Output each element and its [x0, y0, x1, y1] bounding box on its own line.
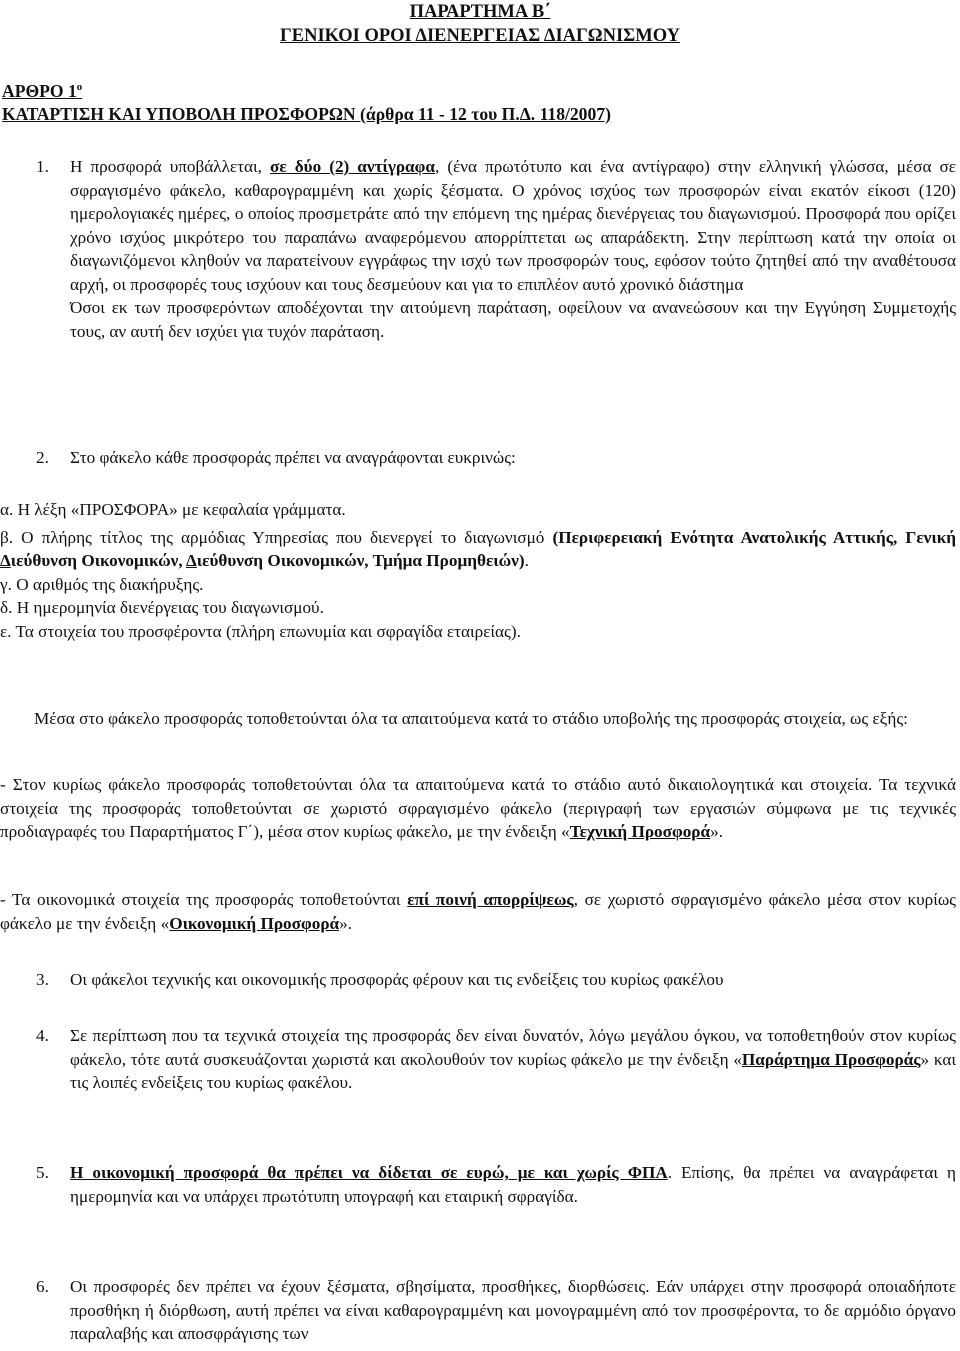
list-item-text: Σε περίπτωση που τα τεχνικά στοιχεία της προσφοράς δεν είναι δυνατόν, λόγω μεγάλου όγκου, να τοποθετηθούν στον κυρίως φάκελο, τότε αυτά συσκευάζονται χωριστά και ακολουθούν τον κυρίως φάκελο με την ένδειξη «Παράρτημα Προσφοράς» και τις λοιπές ενδείξεις του κυρίως φακέλου.	[70, 1026, 956, 1092]
marking-epsilon: ε. Τα στοιχεία του προσφέροντα (πλήρη επωνυμία και σφραγίδα εταιρείας).	[0, 621, 521, 641]
list-number: 6.	[36, 1277, 49, 1296]
technical-offer-paragraph: - Στον κυρίως φάκελο προσφοράς τοποθετούνται όλα τα απαιτούμενα κατά το στάδιο αυτό δικαιολογητικά και στοιχεία. Τα τεχνικά στοιχεία της προσφοράς τοποθετούνται σε χωριστό σφραγισμένο φάκελο (περιγραφή των εργασιών σύμφωνα με τις τεχνικές προδιαγραφές του Παραρτήματος Γ΄), μέσα στον κυρίως φάκελο, με την ένδειξη «Τεχνική Προσφορά».	[0, 775, 956, 841]
list-item-3	[0, 968, 960, 992]
envelope-markings-list	[0, 498, 960, 643]
list-item-text: Η οικονομική προσφορά θα πρέπει να δίδεται σε ευρώ, με και χωρίς ΦΠΑ. Επίσης, θα πρέπει να αναγράφεται η ημερομηνία και να υπάρχει πρωτότυπη υπογραφή και εταιρική σφραγίδα.	[70, 1163, 956, 1206]
marking-beta: β. Ο πλήρης τίτλος της αρμόδιας Υπηρεσίας που διενεργεί το διαγωνισμό (Περιφερειακή Ενότητα Ανατολικής Αττικής, Γενική Διεύθυνση Οικονομικών, Διεύθυνση Οικονομικών, Τμήμα Προμηθειών).	[0, 527, 956, 570]
article-heading	[2, 80, 960, 126]
list-item-4	[0, 1024, 960, 1095]
list-number: 2.	[36, 448, 49, 467]
marking-gamma: γ. Ο αριθμός της διακήρυξης.	[0, 574, 204, 594]
euro-vat-emphasis: Η οικονομική προσφορά θα πρέπει να δίδεται σε ευρώ, με και χωρίς ΦΠΑ	[70, 1163, 668, 1182]
guarantee-renewal-text: Όσοι εκ των προσφερόντων αποδέχονται την αιτούμενη παράταση, οφείλουν να ανανεώσουν και την Εγγύηση Συμμετοχής τους, αν αυτή δεν ισχύει για τυχόν παράταση.	[70, 298, 956, 341]
list-item-text: Οι φάκελοι τεχνικής και οικονομικής προσφοράς φέρουν και τις ενδείξεις του κυρίως φακέλου	[70, 970, 724, 989]
financial-offer-paragraph: - Τα οικονομικά στοιχεία της προσφοράς τοποθετούνται επί ποινή απορρίψεως, σε χωριστό σφραγισμένο φάκελο μέσα στον κυρίως φάκελο με την ένδειξη «Οικονομική Προσφορά».	[0, 890, 956, 933]
list-item-6	[0, 1275, 960, 1346]
document-header	[0, 0, 960, 48]
list-number: 4.	[36, 1026, 49, 1045]
financial-offer-label: Οικονομική Προσφορά	[169, 913, 340, 933]
list-item-1	[0, 155, 960, 343]
list-item-text: Στο φάκελο κάθε προσφοράς πρέπει να αναγράφονται ευκρινώς:	[70, 448, 516, 467]
list-item-2	[0, 446, 960, 470]
article-label: ΑΡΘΡΟ $1^o$	[2, 81, 83, 101]
list-item-text: Οι προσφορές δεν πρέπει να έχουν ξέσματα, σβησίματα, προσθήκες, διορθώσεις. Εάν υπάρχει στην προσφορά οποιαδήποτε προσθήκη ή διόρθωση, αυτή πρέπει να είναι καθαρογραμμένη και μονογραμμένη από τον προσφέροντα, το δε αρμόδιο όργανο παραλαβής και αποσφράγισης των	[70, 1277, 956, 1343]
list-number: 3.	[36, 970, 49, 989]
list-item-5	[0, 1161, 960, 1208]
general-terms-title: ΓΕΝΙΚΟΙ ΟΡΟΙ ΔΙΕΝΕΡΓΕΙΑΣ ΔΙΑΓΩΝΙΣΜΟΥ	[280, 26, 680, 46]
list-number: 5.	[36, 1163, 49, 1182]
list-item-text: Η προσφορά υποβάλλεται, σε δύο (2) αντίγραφα, (ένα πρωτότυπο και ένα αντίγραφο) στην ελληνική γλώσσα, μέσα σε σφραγισμένο φάκελο, καθαρογραμμένη και χωρίς ξέσματα. Ο χρόνος ισχύος των προσφορών είναι εκατόν είκοσι (120) ημερολογιακές ημέρες, ο οποίος προσμετράτε από την επόμενη της ημέρας διενέργειας του διαγωνισμού. Προσφορά που ορίζει χρόνο ισχύος μικρότερο του παραπάνω αναφερόμενου απορρίπτεται ως απαράδεκτη. Στην περίπτωση κατά την οποία οι διαγωνιζόμενοι κληθούν να παρατείνουν εγγράφως την ισχύ των προσφορών τους, εφόσον τούτο ζητηθεί από την αναθέτουσα αρχή, οι προσφορές τους ισχύουν και τους δεσμεύουν και για το επιπλέον αυτό χρονικό διάστημα Όσοι εκ των προσφερόντων αποδέχονται την αιτούμενη παράταση, οφείλουν να ανανεώσουν και την Εγγύηση Συμμετοχής τους, αν αυτή δεν ισχύει για τυχόν παράταση.	[70, 155, 956, 343]
annex-title: ΠΑΡΑΡΤΗΜΑ Β΄	[409, 2, 551, 22]
two-copies-emphasis: σε δύο (2) αντίγραφα	[270, 157, 435, 176]
penalty-emphasis: επί ποινή απορρίψεως	[407, 890, 574, 909]
article-superscript: ο	[76, 81, 83, 94]
marking-alpha: α. Η λέξη «ΠΡΟΣΦΟΡΑ» με κεφαλαία γράμματα.	[0, 500, 346, 519]
marking-delta: δ. Η ημερομηνία διενέργειας του διαγωνισμού.	[0, 598, 324, 617]
article-subtitle: ΚΑΤΑΡΤΙΣΗ ΚΑΙ ΥΠΟΒΟΛΗ ΠΡΟΣΦΟΡΩΝ (άρθρα 11 - 12 του Π.Δ. 118/2007)	[2, 104, 611, 124]
list-number: 1.	[36, 157, 49, 176]
annex-offer-label: Παράρτημα Προσφοράς	[741, 1049, 921, 1069]
inside-envelope-paragraph: Μέσα στο φάκελο προσφοράς τοποθετούνται όλα τα απαιτούμενα κατά το στάδιο υποβολής της προσφοράς στοιχεία, ως εξής:	[34, 709, 908, 728]
technical-offer-label: Τεχνική Προσφορά	[569, 822, 711, 841]
